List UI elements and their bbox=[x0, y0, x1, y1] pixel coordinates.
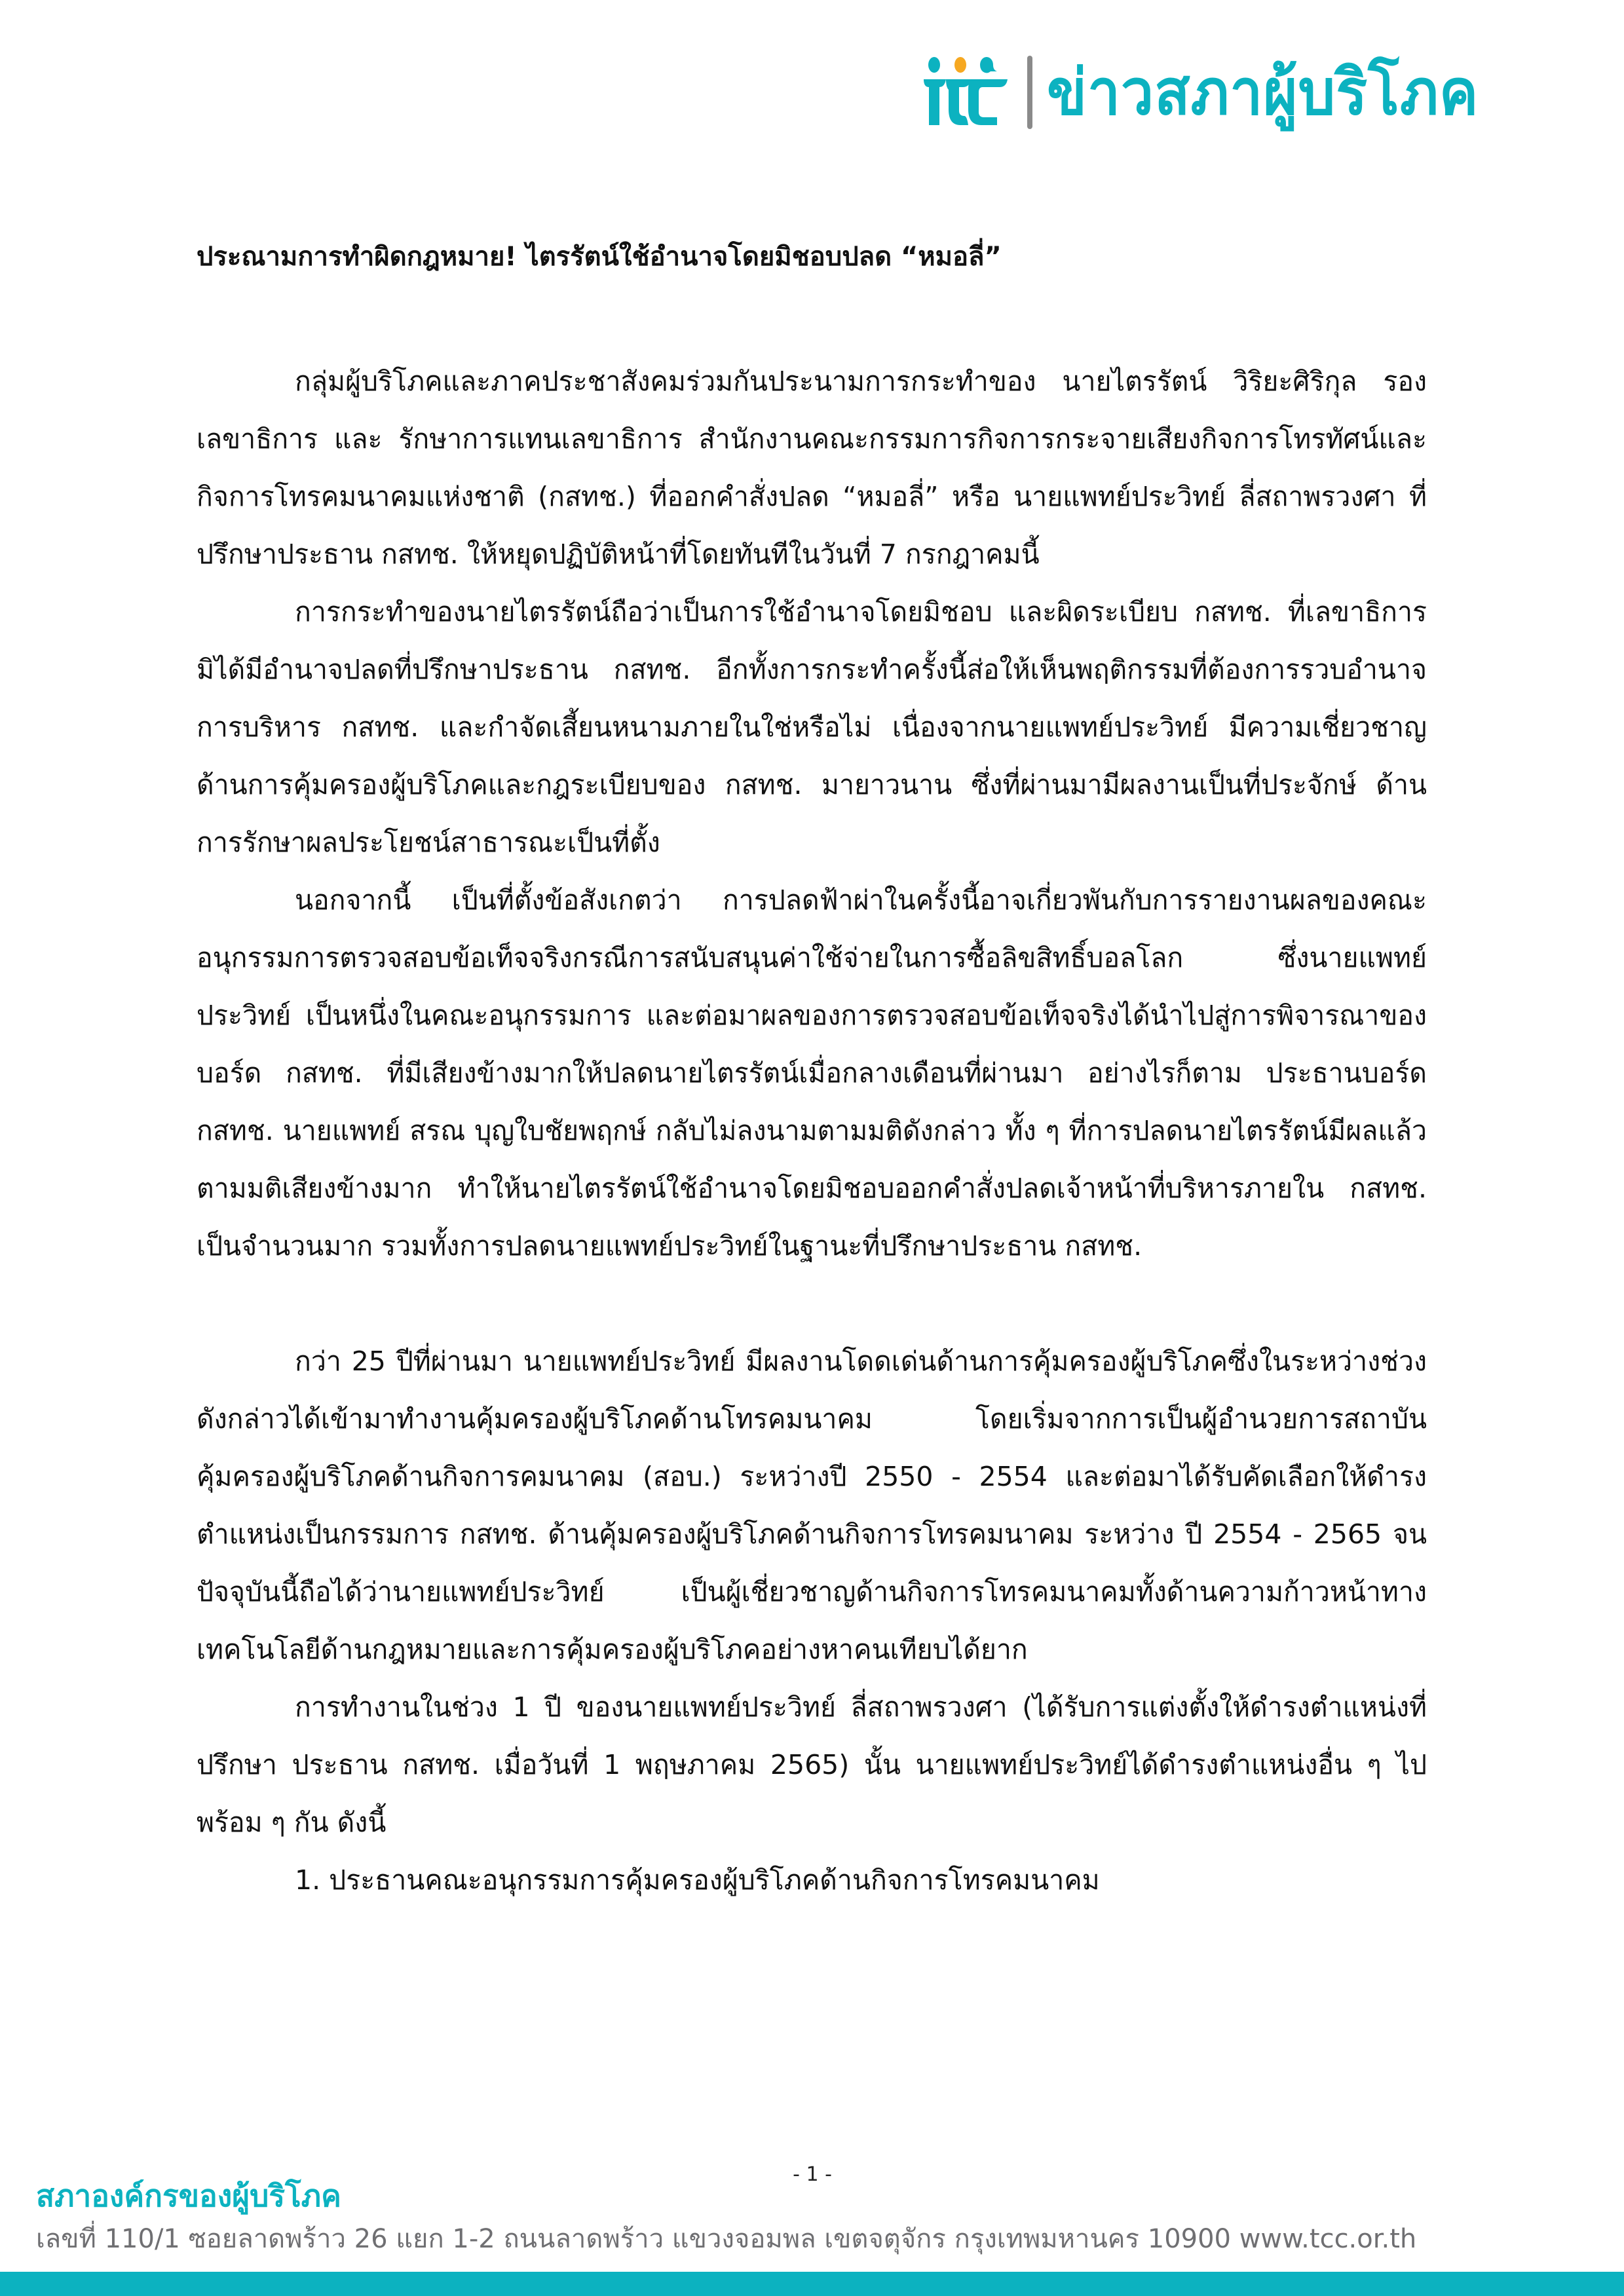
logo-divider bbox=[1027, 56, 1032, 129]
document-body bbox=[197, 352, 1427, 1909]
tcc-logo-mark-icon bbox=[924, 56, 1009, 129]
paragraph-5: การทำงานในช่วง 1 ปี ของนายแพทย์ประวิทย์ ลี่สถาพรวงศา (ได้รับการแต่งตั้งให้ดำรงตำแหน่งที่ปรึกษา ประธาน กสทช. เมื่อวันที่ 1 พฤษภาคม 2565) นั้น นายแพทย์ประวิทย์ได้ดำรงตำแหน่งอื่น ๆ ไปพร้อม ๆ กัน ดังนี้ bbox=[197, 1691, 1427, 1838]
tcc-news-logo bbox=[924, 51, 1511, 133]
paragraph-4: กว่า 25 ปีที่ผ่านมา นายแพทย์ประวิทย์ มีผลงานโดดเด่นด้านการคุ้มครองผู้บริโภคซึ่งในระหว่างช่วงดังกล่าวได้เข้ามาทำงานคุ้มครองผู้บริโภคด้านโทรคมนาคม โดยเริ่มจากการเป็นผู้อำนวยการสถาบันคุ้มครองผู้บริโภคด้านกิจการคมนาคม (สอบ.) ระหว่างปี 2550 - 2554 และต่อมาได้รับคัดเลือกให้ดำรงตำแหน่งเป็นกรรมการ กสทช. ด้านคุ้มครองผู้บริโภคด้านกิจการโทรคมนาคม ระหว่าง ปี 2554 - 2565 จนปัจจุบันนี้ถือได้ว่านายแพทย์ประวิทย์ เป็นผู้เชี่ยวชาญด้านกิจการโทรคมนาคมทั้งด้านความก้าวหน้าทางเทคโนโลยีด้านกฎหมายและการคุ้มครองผู้บริโภคอย่างหาคนเทียบได้ยาก bbox=[197, 1346, 1427, 1665]
paragraph-1: กลุ่มผู้บริโภคและภาคประชาสังคมร่วมกันประนามการกระทำของ นายไตรรัตน์ วิริยะศิริกุล รองเลขาธิการ และ รักษาการแทนเลขาธิการ สำนักงานคณะกรรมการกิจการกระจายเสียงกิจการโทรทัศน์และกิจการโทรคมนาคมแห่งชาติ (กสทช.) ที่ออกคำสั่งปลด “หมอลี่” หรือ นายแพทย์ประวิทย์ ลี่สถาพรวงศา ที่ปรึกษาประธาน กสทช. ให้หยุดปฏิบัติหน้าที่โดยทันทีในวันที่ 7 กรกฎาคมนี้ bbox=[197, 366, 1427, 570]
paragraph-2: การกระทำของนายไตรรัตน์ถือว่าเป็นการใช้อำนาจโดยมิชอบ และผิดระเบียบ กสทช. ที่เลขาธิการมิได้มีอำนาจปลดที่ปรึกษาประธาน กสทช. อีกทั้งการกระทำครั้งนี้ส่อให้เห็นพฤติกรรมที่ต้องการรวบอำนาจการบริหาร กสทช. และกำจัดเสี้ยนหนามภายในใช่หรือไม่ เนื่องจากนายแพทย์ประวิทย์ มีความเชี่ยวชาญด้านการคุ้มครองผู้บริโภคและกฎระเบียบของ กสทช. มายาวนาน ซึ่งที่ผ่านมามีผลงานเป็นที่ประจักษ์ ด้านการรักษาผลประโยชน์สาธารณะเป็นที่ตั้ง bbox=[197, 596, 1427, 858]
footer-teal-bar bbox=[0, 2272, 1624, 2296]
list-item-1: 1. ประธานคณะอนุกรรมการคุ้มครองผู้บริโภคด้านกิจการโทรคมนาคม bbox=[295, 1864, 1100, 1896]
logo-wordmark: ข่าวสภาผู้บริโภค bbox=[1047, 55, 1479, 129]
document-title: ประณามการทำผิดกฎหมาย! ไตรรัตน์ใช้อำนาจโดยมิชอบปลด “หมอลี่” bbox=[197, 242, 1002, 272]
paragraph-3: นอกจากนี้ เป็นที่ตั้งข้อสังเกตว่า การปลดฟ้าผ่าในครั้งนี้อาจเกี่ยวพันกับการรายงานผลของคณะอนุกรรมการตรวจสอบข้อเท็จจริงกรณีการสนับสนุนค่าใช้จ่ายในการซื้อลิขสิทธิ์บอลโลก ซึ่งนายแพทย์ประวิทย์ เป็นหนึ่งในคณะอนุกรรมการ และต่อมาผลของการตรวจสอบข้อเท็จจริงได้นำไปสู่การพิจารณาของบอร์ด กสทช. ที่มีเสียงข้างมากให้ปลดนายไตรรัตน์เมื่อกลางเดือนที่ผ่านมา อย่างไรก็ตาม ประธานบอร์ด กสทช. นายแพทย์ สรณ บุญใบชัยพฤกษ์ กลับไม่ลงนามตามมติดังกล่าว ทั้ง ๆ ที่การปลดนายไตรรัตน์มีผลแล้วตามมติเสียงข้างมาก ทำให้นายไตรรัตน์ใช้อำนาจโดยมิชอบออกคำสั่งปลดเจ้าหน้าที่บริหารภายใน กสทช. เป็นจำนวนมาก รวมทั้งการปลดนายแพทย์ประวิทย์ในฐานะที่ปรึกษาประธาน กสทช. bbox=[197, 884, 1427, 1262]
page-number: - 1 - bbox=[793, 2163, 832, 2186]
footer-address: เลขที่ 110/1 ซอยลาดพร้าว 26 แยก 1-2 ถนนลาดพร้าว แขวงจอมพล เขตจตุจักร กรุงเทพมหานคร 10900 www.tcc.or.th bbox=[36, 2224, 1417, 2254]
footer-org-name: สภาองค์กรของผู้บริโภค bbox=[36, 2178, 341, 2213]
